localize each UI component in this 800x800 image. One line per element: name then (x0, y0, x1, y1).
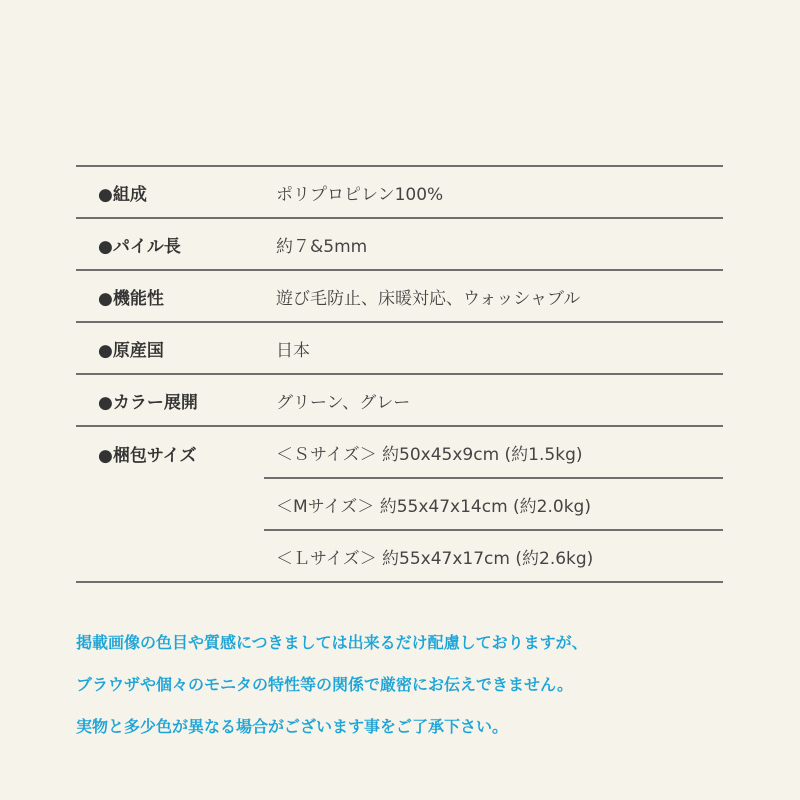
spec-value: ポリプロピレン100% (276, 184, 444, 205)
spec-value: 約７&5mm (276, 236, 368, 257)
spec-row-packaging (76, 427, 723, 583)
spec-row-pile-length (76, 219, 723, 271)
spec-row-composition (76, 167, 723, 219)
spec-row-colors (76, 375, 723, 427)
spec-row-function (76, 271, 723, 323)
disclaimer-line: 実物と多少色が異なる場合がございます事をご了承下さい。 (76, 717, 509, 736)
spec-label: ●組成 (98, 184, 147, 205)
spec-label: ●機能性 (98, 288, 164, 309)
spec-label: ●梱包サイズ (98, 446, 197, 466)
packaging-size-m: ＜Mサイズ＞ 約55x47x14cm (約2.0kg) (264, 477, 723, 529)
spec-value: 日本 (276, 340, 310, 361)
spec-value: グリーン、グレー (276, 392, 411, 413)
spec-label: ●パイル長 (98, 236, 181, 257)
packaging-size-s: ＜Ｓサイズ＞ 約50x45x9cm (約1.5kg) (276, 444, 583, 465)
spec-table (76, 165, 723, 583)
disclaimer-line: ブラウザや個々のモニタの特性等の関係で厳密にお伝えできません。 (76, 675, 573, 694)
spec-row-origin (76, 323, 723, 375)
spec-label: ●原産国 (98, 340, 164, 361)
disclaimer-line: 掲載画像の色目や質感につきましては出来るだけ配慮しておりますが、 (76, 633, 588, 652)
color-disclaimer (76, 622, 736, 748)
spec-value: 遊び毛防止、床暖対応、ウォッシャブル (276, 288, 581, 309)
spec-label: ●カラー展開 (98, 392, 198, 413)
packaging-size-l: ＜Ｌサイズ＞ 約55x47x17cm (約2.6kg) (264, 529, 723, 581)
packaging-sizes (276, 427, 723, 581)
